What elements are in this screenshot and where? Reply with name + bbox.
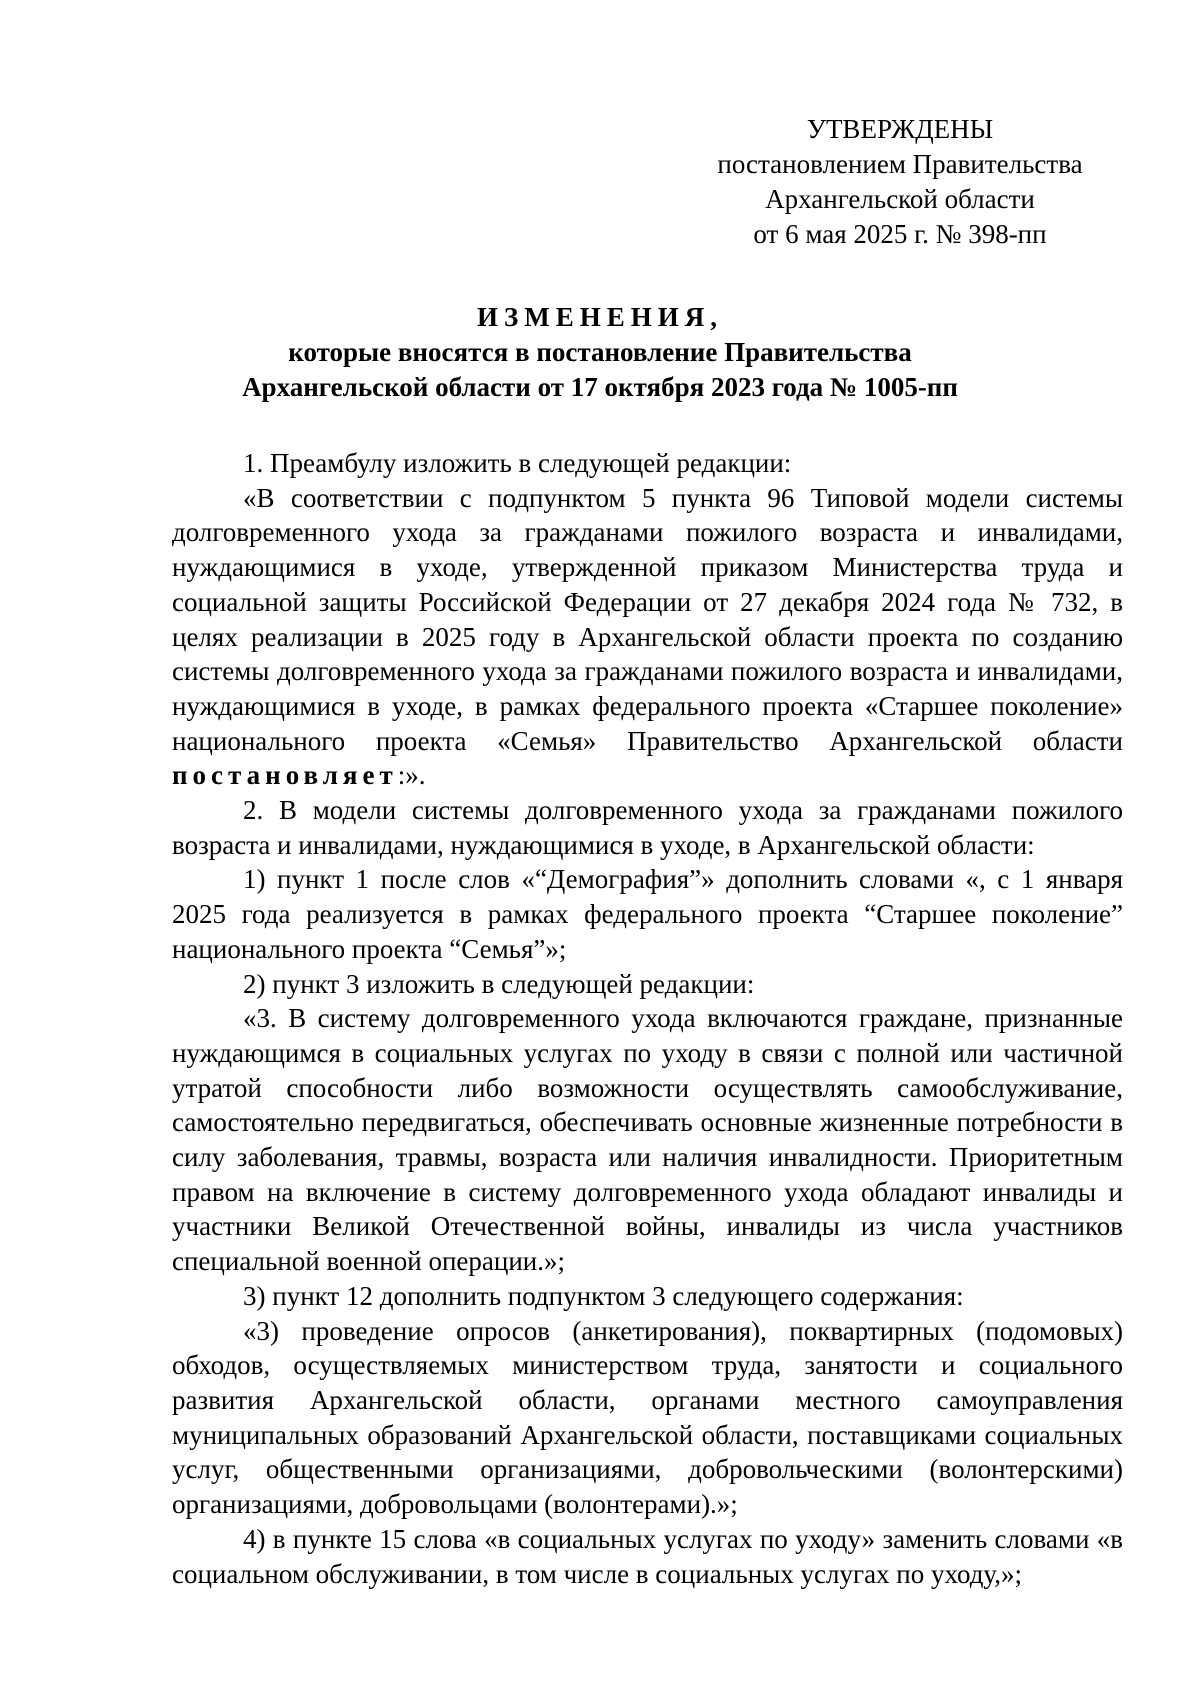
paragraph-2-item-3-text: «3) проведение опросов (анкетирования), поквартирных (подомовых) обходов, осуществляемых министерством труда, занятости и социального развития Архангельской области, органами местного самоуправления муниципальных образований Архангельской области, поставщиками социальных услуг, общественными организациями, добровольческими (волонтерскими) организациями, добровольцами (волонтерами).»; — [172, 1315, 1123, 1520]
paragraph-2-item-4: 4) в пункте 15 слова «в социальных услугах по уходу» заменить словами «в социальном обслуживании, в том числе в социальных услугах по уходу,»; — [172, 1523, 1123, 1589]
document-body — [172, 446, 1123, 1591]
paragraph-2-item-1: 1) пункт 1 после слов «“Демография”» дополнить словами «, с 1 января 2025 года реализуется в рамках федерального проекта “Старшее поколение” национального проекта “Семья”»; — [172, 864, 1123, 964]
paragraph-preamble — [172, 481, 1123, 793]
preamble-emphasis: постановляет — [172, 760, 398, 791]
approval-line-decree: постановлением Правительства — [717, 149, 1083, 179]
approval-line-date: от 6 мая 2025 г. № 398-пп — [753, 219, 1047, 249]
paragraph-1: 1. Преамбулу изложить в следующей редакции: — [243, 448, 792, 478]
title-heading: ИЗМЕНЕНИЯ, — [476, 302, 723, 332]
title-subline-1: которые вносятся в постановление Правительства — [288, 337, 912, 367]
title-subline-2: Архангельской области от 17 октября 2023 года № 1005-пп — [242, 372, 958, 402]
preamble-end: :». — [397, 760, 426, 791]
preamble-text: «В соответствии с подпунктом 5 пункта 96 Типовой модели системы долговременного ухода за гражданами пожилого возраста и инвалидами, нуждающимися в уходе, утвержденной приказом Министерства труда и социальной защиты Российской Федерации от 27 декабря 2024 года № 732, в целях реализации в 2025 году в Архангельской области проекта по созданию системы долговременного ухода за гражданами пожилого возраста и инвалидами, нуждающимися в уходе, в рамках федерального проекта «Старшее поколение» национального проекта «Семья» Правительство Архангельской области — [172, 482, 1123, 756]
paragraph-2-item-3: 3) пункт 12 дополнить подпунктом 3 следующего содержания: — [243, 1280, 964, 1311]
paragraph-2-item-2-text: «3. В систему долговременного ухода включаются граждане, признанные нуждающимся в социальных услугах по уходу в связи с полной или частичной утратой способности либо возможности осуществлять самообслуживание, самостоятельно передвигаться, обеспечивать основные жизненные потребности в силу заболевания, травмы, возраста или наличия инвалидности. Приоритетным правом на включение в систему долговременного ухода обладают инвалиды и участники Великой Отечественной войны, инвалиды из числа участников специальной военной операции.»; — [172, 1003, 1123, 1277]
document-title — [150, 300, 1050, 405]
approval-stamp — [700, 112, 1100, 252]
approval-line-region: Архангельской области — [765, 184, 1035, 214]
paragraph-2: 2. В модели системы долговременного ухода за гражданами пожилого возраста и инвалидами, нуждающимися в уходе, в Архангельской области: — [172, 795, 1123, 860]
approval-title: УТВЕРЖДЕНЫ — [806, 114, 994, 144]
paragraph-2-item-2: 2) пункт 3 изложить в следующей редакции: — [243, 968, 755, 999]
